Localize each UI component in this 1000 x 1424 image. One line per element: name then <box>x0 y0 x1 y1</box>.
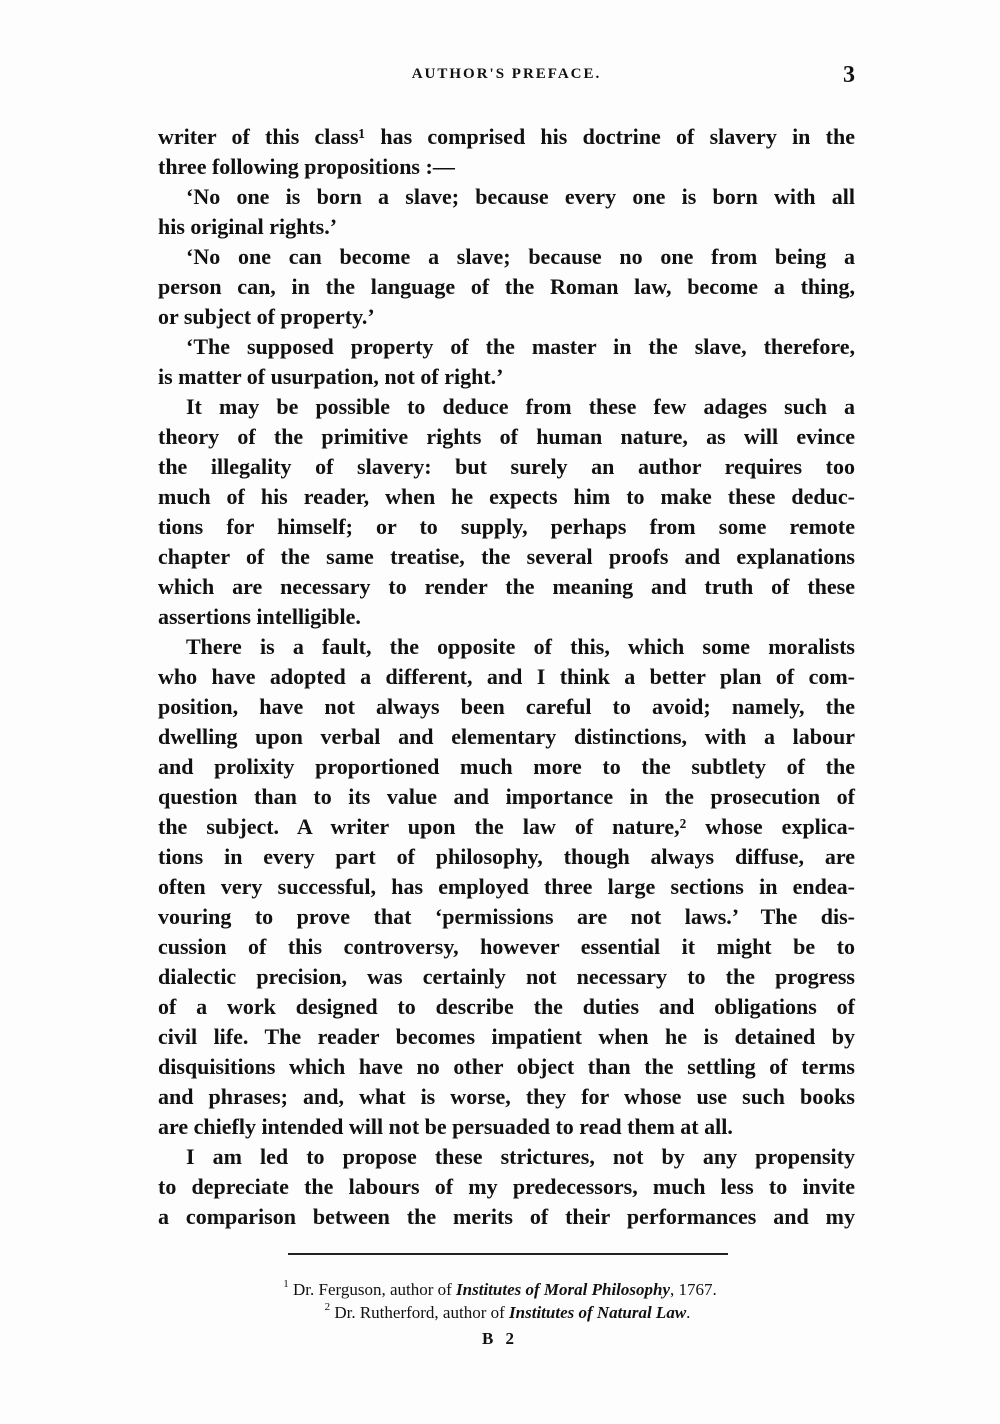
text-line: theory of the primitive rights of human nature, as will evince <box>158 424 855 449</box>
text-line: vouring to prove that ‘permissions are not laws.’ The dis- <box>158 904 855 929</box>
text-line: three following propositions :— <box>158 154 455 179</box>
text-line: question than to its value and importance in the prosecution of <box>158 784 855 809</box>
footnote-text: Dr. Ferguson, author of <box>292 1280 457 1299</box>
text-line: ‘No one can become a slave; because no one from being a <box>186 244 855 269</box>
footnotes <box>0 1278 1000 1324</box>
paragraph <box>158 392 855 632</box>
text-line: position, have not always been careful to avoid; namely, the <box>158 694 855 719</box>
text-line: dwelling upon verbal and elementary distinctions, with a labour <box>158 724 855 749</box>
body-text <box>158 122 855 1232</box>
text-line: often very successful, has employed three large sections in endea- <box>158 874 855 899</box>
text-line: ‘The supposed property of the master in the slave, therefore, <box>186 334 855 359</box>
text-line: It may be possible to deduce from these few adages such a <box>186 394 855 419</box>
text-line: disquisitions which have no other object than the settling of terms <box>158 1054 855 1079</box>
text-line: dialectic precision, was certainly not necessary to the progress <box>158 964 855 989</box>
footnote-text: Dr. Rutherford, author of <box>334 1303 510 1322</box>
text-line: chapter of the same treatise, the several proofs and explanations <box>158 544 855 569</box>
text-line: to depreciate the labours of my predecessors, much less to invite <box>158 1174 855 1199</box>
text-line: There is a fault, the opposite of this, which some moralists <box>186 634 855 659</box>
footnote-mark: 1 <box>283 1278 289 1290</box>
text-line: tions in every part of philosophy, though always diffuse, are <box>158 844 855 869</box>
paragraph <box>158 332 855 392</box>
footnote-rule <box>288 1253 728 1255</box>
page-number: 3 <box>843 62 855 88</box>
text-line: and phrases; and, what is worse, they for whose use such books <box>158 1084 855 1109</box>
footnote-title: Institutes of Natural Law <box>509 1303 687 1322</box>
text-line: of a work designed to describe the duties and obligations of <box>158 994 855 1019</box>
text-line: the subject. A writer upon the law of nature,² whose explica- <box>158 814 855 839</box>
text-line: who have adopted a different, and I think a better plan of com- <box>158 664 855 689</box>
footnote-1 <box>0 1278 1000 1301</box>
running-head: AUTHOR'S PREFACE. <box>411 66 602 82</box>
footnote-title: Institutes of Moral Philosophy <box>456 1280 671 1299</box>
paragraph <box>158 122 855 182</box>
paragraph <box>158 632 855 1142</box>
text-line: his original rights.’ <box>158 214 338 239</box>
footnote-2 <box>0 1301 1000 1324</box>
text-line: ‘No one is born a slave; because every one is born with all <box>186 184 855 209</box>
text-line: writer of this class¹ has comprised his doctrine of slavery in the <box>158 124 855 149</box>
footnote-text: , 1767. <box>670 1280 717 1299</box>
text-line: I am led to propose these strictures, not by any propensity <box>186 1144 855 1169</box>
text-line: or subject of property.’ <box>158 304 375 329</box>
text-line: are chiefly intended will not be persuaded to read them at all. <box>158 1114 733 1139</box>
text-line: is matter of usurpation, not of right.’ <box>158 364 504 389</box>
paragraph <box>158 1142 855 1232</box>
text-line: which are necessary to render the meaning and truth of these <box>158 574 855 599</box>
text-line: cussion of this controversy, however essential it might be to <box>158 934 855 959</box>
text-line: much of his reader, when he expects him to make these deduc- <box>158 484 855 509</box>
text-line: a comparison between the merits of their performances and my <box>158 1204 855 1229</box>
signature-mark: B 2 <box>481 1329 519 1348</box>
text-line: tions for himself; or to supply, perhaps from some remote <box>158 514 855 539</box>
paragraph <box>158 242 855 332</box>
text-line: the illegality of slavery: but surely an author requires too <box>158 454 855 479</box>
text-line: and prolixity proportioned much more to the subtlety of the <box>158 754 855 779</box>
text-line: civil life. The reader becomes impatient when he is detained by <box>158 1024 855 1049</box>
text-line: assertions intelligible. <box>158 604 361 629</box>
page-header <box>158 62 855 92</box>
text-line: person can, in the language of the Roman law, become a thing, <box>158 274 855 299</box>
footnote-mark: 2 <box>324 1301 331 1313</box>
paragraph <box>158 182 855 242</box>
footnote-text: . <box>686 1303 691 1322</box>
